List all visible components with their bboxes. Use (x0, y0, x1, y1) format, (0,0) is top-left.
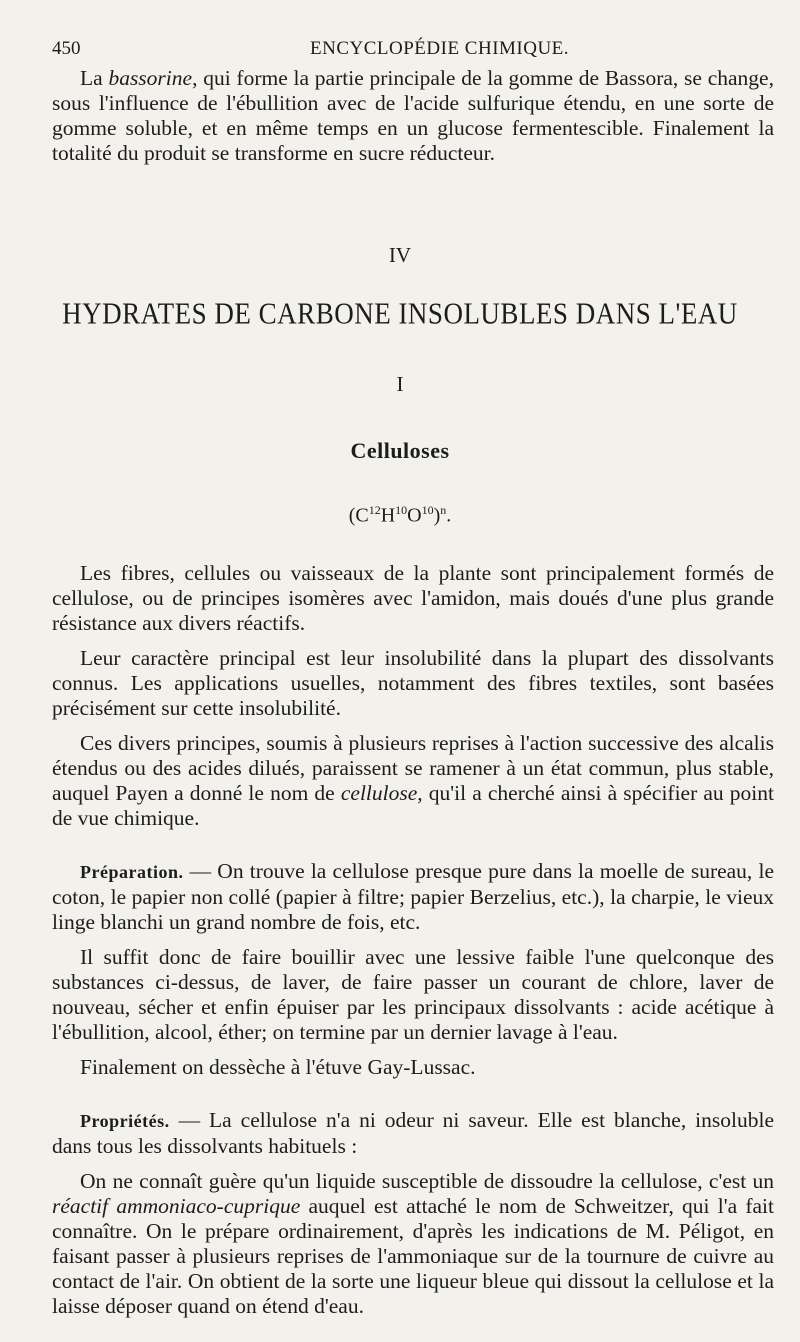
paragraph-fibres: Les fibres, cellules ou vaisseaux de la plante sont principalement formés de cellulose, ou de principes isomères avec l'amidon, mais doués d'une plus grande résistance aux divers réactifs. (52, 561, 774, 635)
subsection-title: Celluloses (350, 438, 450, 463)
subsection-numeral: I (396, 372, 404, 396)
term-reactif: réactif ammoniaco-cuprique (52, 1194, 301, 1218)
paragraph-preparation: Préparation. — On trouve la cellulose presque pure dans la moelle de sureau, le coton, le papier non collé (papier à filtre; papier Berzelius, etc.), la charpie, le vieux linge blanchi un grand nombre de fois, etc. (52, 859, 774, 934)
paragraph-properties: Propriétés. — La cellulose n'a ni odeur ni saveur. Elle est blanche, insoluble dans tous les dissolvants habituels : (52, 1108, 774, 1158)
chemical-formula: $(C^{12}H^{10}O^{10})^n$. (348, 503, 452, 527)
paragraph-insolubility: Leur caractère principal est leur insolubilité dans la plupart des dissolvants connus. Les applications usuelles, notamment des fibres textiles, sont basées précisément sur cette insolubilité. (52, 646, 774, 720)
page-number: 450 (52, 38, 81, 59)
preparation-label: Préparation. (80, 862, 184, 882)
properties-label: Propriétés. (80, 1111, 170, 1131)
term-cellulose: cellulose (340, 781, 418, 805)
intro-paragraph-block (52, 66, 774, 166)
main-text-block (52, 561, 774, 1319)
paragraph-procedure: Il suffit donc de faire bouillir avec une lessive faible l'une quelconque des substances ci-dessus, de laver, de faire passer un courant de chlore, laver de nouveau, sécher et enfin épuiser par les principaux dissolvants : acide acétique à l'ébullition, alcool, éther; on termine par un dernier lavage à l'eau. (52, 945, 774, 1044)
paragraph-drying: Finalement on dessèche à l'étuve Gay-Lussac. (80, 1055, 476, 1079)
running-title: ENCYCLOPÉDIE CHIMIQUE. (310, 38, 570, 59)
section-title: HYDRATES DE CARBONE INSOLUBLES DANS L'EAU (62, 295, 738, 331)
paragraph-payen: Ces divers principes, soumis à plusieurs reprises à l'action successive des alcalis étendus ou des acides dilués, paraissent se ramener à un état commun, plus stable, auquel Payen a donné le nom de cellulose, qu'il a cherché ainsi à spécifier au point de vue chimique. (52, 731, 774, 830)
term-bassorine: bassorine (108, 66, 193, 90)
section-numeral: IV (388, 243, 412, 267)
intro-paragraph: La bassorine, qui forme la partie principale de la gomme de Bassora, se change, sous l'influence de l'ébullition avec de l'acide sulfurique étendu, en une sorte de gomme soluble, et en même temps en un glucose fermentescible. Finalement la totalité du produit se transforme en sucre réducteur. (52, 66, 774, 165)
paragraph-schweitzer: On ne connaît guère qu'un liquide susceptible de dissoudre la cellulose, c'est un réactif ammoniaco-cuprique auquel est attaché le nom de Schweitzer, qui l'a fait connaître. On le prépare ordinairement, d'après les indications de M. Péligot, en faisant passer à plusieurs reprises de l'ammoniaque sur de la tournure de cuivre au contact de l'air. On obtient de la sorte une liqueur bleue qui dissout la cellulose et la laisse déposer quand on étend d'eau. (52, 1169, 774, 1318)
